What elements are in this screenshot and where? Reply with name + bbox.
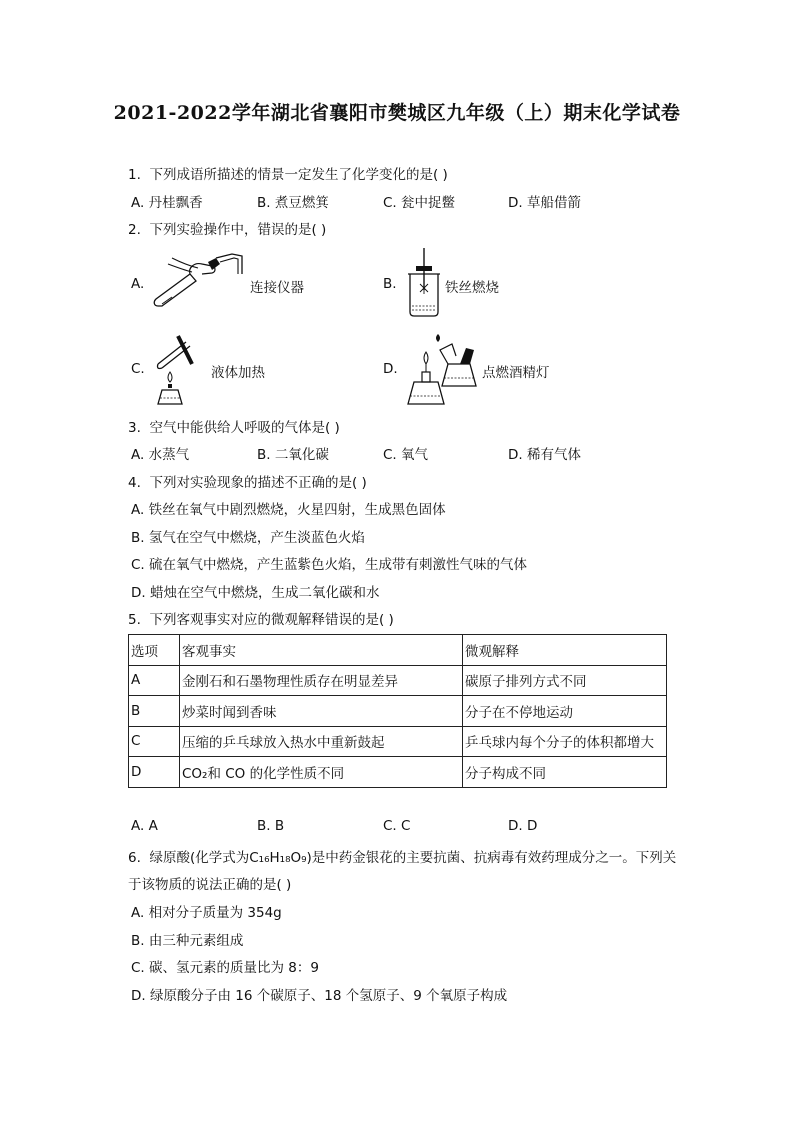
question-number: 2. xyxy=(128,222,141,238)
table-cell: CO₂和 CO 的化学性质不同 xyxy=(180,757,463,788)
question-number: 1. xyxy=(128,167,141,183)
question-number: 5. xyxy=(128,612,141,628)
table-cell: 炒菜时闻到香味 xyxy=(180,696,463,727)
question-number: 3. xyxy=(128,420,141,436)
q6-option-c: C. 碳、氢元素的质量比为 8：9 xyxy=(131,960,319,976)
table-cell: 压缩的乒乓球放入热水中重新鼓起 xyxy=(180,726,463,757)
q2-option-d-label: 点燃酒精灯 xyxy=(482,365,550,381)
question-6-stem-continued: 于该物质的说法正确的是( ) xyxy=(128,877,292,893)
table-header-cell: 客观事实 xyxy=(180,635,463,666)
question-4-stem xyxy=(128,471,367,491)
question-text: 下列成语所描述的情景一定发生了化学变化的是( ) xyxy=(149,167,448,183)
connecting-apparatus-illustration xyxy=(150,248,246,312)
table-header-row xyxy=(129,635,667,666)
table-header-cell: 微观解释 xyxy=(463,635,667,666)
question-3-stem xyxy=(128,416,340,436)
table-cell: 碳原子排列方式不同 xyxy=(463,665,667,696)
q2-option-a-letter: A. xyxy=(131,276,145,292)
q2-option-b-letter: B. xyxy=(383,276,397,292)
q3-option-a: A. 水蒸气 xyxy=(131,447,190,463)
question-5-stem xyxy=(128,608,394,628)
q4-option-d: D. 蜡烛在空气中燃烧，生成二氧化碳和水 xyxy=(131,585,380,601)
question-text: 下列对实验现象的描述不正确的是( ) xyxy=(149,475,367,491)
table-row xyxy=(129,696,667,727)
q2-option-c-letter: C. xyxy=(131,361,145,377)
q6-option-b: B. 由三种元素组成 xyxy=(131,933,244,949)
explanation-table xyxy=(128,634,667,788)
question-6-stem xyxy=(128,846,676,866)
iron-wire-burning-illustration xyxy=(404,246,444,320)
q2-option-b-label: 铁丝燃烧 xyxy=(445,280,499,296)
question-number: 6. xyxy=(128,850,141,866)
liquid-heating-illustration xyxy=(148,334,208,406)
table-row xyxy=(129,757,667,788)
q1-option-b: B. 煮豆燃箕 xyxy=(257,195,329,211)
question-text: 绿原酸(化学式为C₁₆H₁₈O₉)是中药金银花的主要抗菌、抗病毒有效药理成分之一。下列关 xyxy=(149,850,677,866)
question-1-stem xyxy=(128,163,448,183)
q6-option-d: D. 绿原酸分子由 16 个碳原子、18 个氢原子、9 个氧原子构成 xyxy=(131,988,508,1004)
q2-option-c-label: 液体加热 xyxy=(211,365,265,381)
q3-option-b: B. 二氧化碳 xyxy=(257,447,329,463)
table-cell: 乒乓球内每个分子的体积都增大 xyxy=(463,726,667,757)
q4-option-c: C. 硫在氧气中燃烧，产生蓝紫色火焰，生成带有刺激性气味的气体 xyxy=(131,557,528,573)
table-cell: 金刚石和石墨物理性质存在明显差异 xyxy=(180,665,463,696)
q5-option-d: D. D xyxy=(508,818,538,834)
q1-option-c: C. 瓮中捉鳖 xyxy=(383,195,456,211)
table-row xyxy=(129,726,667,757)
q4-option-a: A. 铁丝在氧气中剧烈燃烧，火星四射，生成黑色固体 xyxy=(131,502,446,518)
q1-option-a: A. 丹桂飘香 xyxy=(131,195,203,211)
table-cell: D xyxy=(129,757,180,788)
q5-option-a: A. A xyxy=(131,818,158,834)
table-cell: B xyxy=(129,696,180,727)
q2-option-d-letter: D. xyxy=(383,361,398,377)
table-cell: 分子在不停地运动 xyxy=(463,696,667,727)
question-text: 下列客观事实对应的微观解释错误的是( ) xyxy=(149,612,394,628)
question-text: 空气中能供给人呼吸的气体是( ) xyxy=(149,420,340,436)
lighting-alcohol-lamp-illustration xyxy=(404,334,482,406)
table-cell: A xyxy=(129,665,180,696)
table-row xyxy=(129,665,667,696)
question-number: 4. xyxy=(128,475,141,491)
q6-option-a: A. 相对分子质量为 354g xyxy=(131,905,282,921)
question-text: 下列实验操作中，错误的是( ) xyxy=(149,222,327,238)
question-2-stem xyxy=(128,218,326,238)
q2-option-a-label: 连接仪器 xyxy=(250,280,304,296)
q5-option-c: C. C xyxy=(383,818,411,834)
q4-option-b: B. 氢气在空气中燃烧，产生淡蓝色火焰 xyxy=(131,530,365,546)
q5-option-b: B. B xyxy=(257,818,285,834)
table-cell: 分子构成不同 xyxy=(463,757,667,788)
q3-option-d: D. 稀有气体 xyxy=(508,447,581,463)
table-header-cell: 选项 xyxy=(129,635,180,666)
q1-option-d: D. 草船借箭 xyxy=(508,195,581,211)
q3-option-c: C. 氧气 xyxy=(383,447,429,463)
page-title: 2021-2022学年湖北省襄阳市樊城区九年级（上）期末化学试卷 xyxy=(113,102,681,124)
table-cell: C xyxy=(129,726,180,757)
